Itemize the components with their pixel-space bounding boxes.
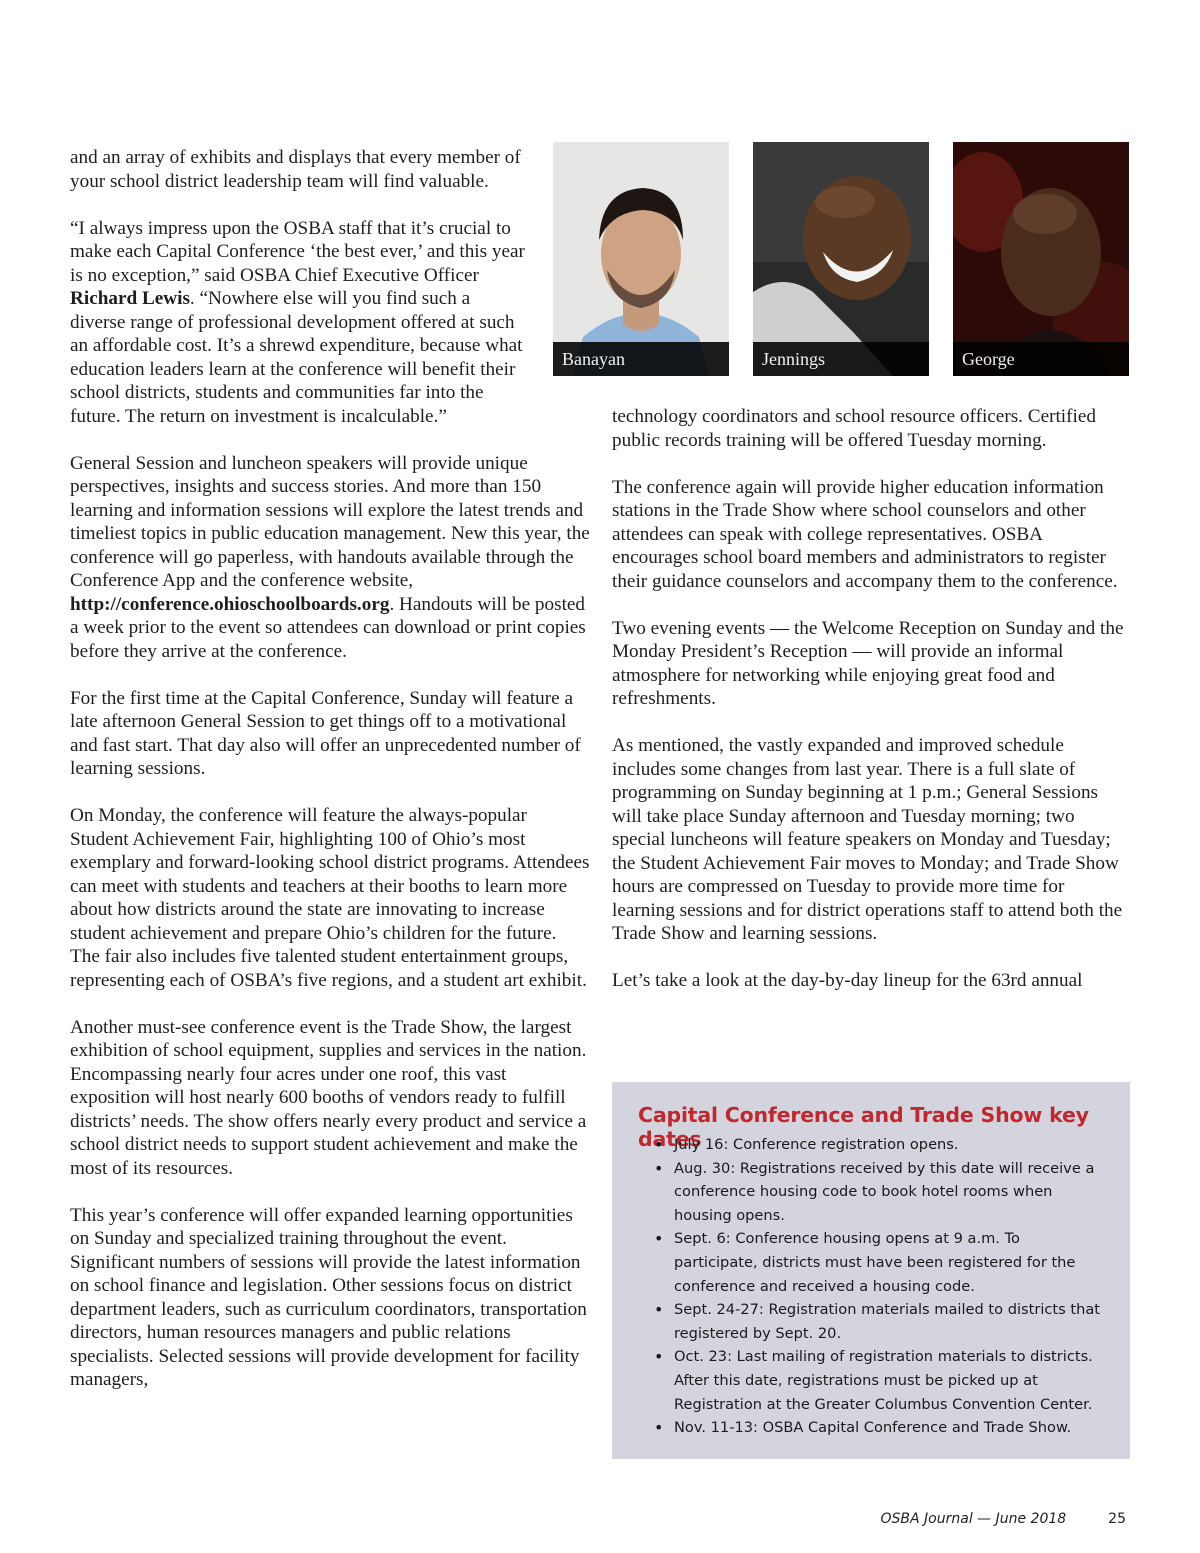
photo-caption: Banayan: [553, 342, 729, 376]
key-dates-list: [654, 1133, 1104, 1440]
key-dates-sidebar: [612, 1082, 1130, 1459]
paragraph: and an array of exhibits and displays that every member of your school district leadership team will find valuable.: [70, 147, 521, 192]
paragraph: The conference again will provide higher education information stations in the Trade Show where school counselors and other attendees can speak with college representatives. OSBA encourages school board members and administrators to register their guidance counselors and accompany them to the conference.: [612, 476, 1118, 592]
list-item: • Aug. 30: Registrations received by this date will receive a conference housing code to book hotel rooms when housing opens.: [654, 1157, 1104, 1228]
paragraph: [70, 452, 590, 664]
list-item: • Oct. 23: Last mailing of registration materials to districts. After this date, registrations must be picked up at Registration at the Greater Columbus Convention Center.: [654, 1345, 1104, 1416]
text: General Session and luncheon speakers will provide unique perspectives, insights and success stories. And more than 150 learning and information sessions will explore the latest trends and timeliest topics in public education management. New this year, the conference will go paperless, with handouts available through the Conference App and the conference website,: [70, 452, 590, 591]
right-column: [612, 405, 1132, 1016]
text: . “Nowhere else will you find such a diverse range of professional development offered at such an affordable cost. It’s a shrewd expenditure, because what education leaders learn at the conference will benefit their school districts, students and communities far into the future. The return on investment is incalculable.”: [70, 288, 523, 427]
person-name: Richard Lewis: [70, 288, 190, 309]
page-number: 25: [1108, 1511, 1126, 1527]
list-item: • Nov. 11-13: OSBA Capital Conference and Trade Show.: [654, 1416, 1104, 1440]
paragraph: This year’s conference will offer expanded learning opportunities on Sunday and specialized training throughout the event. Significant numbers of sessions will provide the latest information on school finance and legislation. Other sessions focus on district department leaders, such as curriculum coordinators, transportation directors, human resources managers and public relations specialists. Selected sessions will provide development for facility managers,: [70, 1204, 587, 1390]
paragraph: technology coordinators and school resource officers. Certified public records training will be offered Tuesday morning.: [612, 406, 1096, 451]
paragraph: As mentioned, the vastly expanded and improved schedule includes some changes from last year. There is a full slate of programming on Sunday beginning at 1 p.m.; General Sessions will take place Sunday afternoon and Tuesday morning; two special luncheons will feature speakers on Monday and Tuesday; the Student Achievement Fair moves to Monday; and Trade Show hours are compressed on Tuesday to provide more time for learning sessions and for district operations staff to attend both the Trade Show and learning sessions.: [612, 735, 1123, 944]
photo-caption: Jennings: [753, 342, 929, 376]
left-column: [70, 146, 590, 1415]
paragraph: Let’s take a look at the day-by-day lineup for the 63rd annual: [612, 970, 1083, 991]
speaker-photo-george: [953, 142, 1129, 376]
paragraph: Two evening events — the Welcome Reception on Sunday and the Monday President’s Reception — will provide an informal atmosphere for networking while enjoying great food and refreshments.: [612, 617, 1124, 709]
paragraph: Another must-see conference event is the Trade Show, the largest exhibition of school equipment, supplies and services in the nation. Encompassing nearly four acres under one roof, this vast exposition will host nearly 600 booths of vendors ready to fulfill districts’ needs. The show offers nearly every product and service a school district needs to support student achievement and make the most of its resources.: [70, 1016, 587, 1179]
speaker-photo-jennings: [753, 142, 929, 376]
website-link[interactable]: http://conference.ohioschoolboards.org: [70, 593, 390, 615]
portrait-george-image: [953, 142, 1129, 376]
journal-issue: OSBA Journal — June 2018: [880, 1511, 1067, 1527]
paragraph: For the first time at the Capital Conference, Sunday will feature a late afternoon General Session to get things off to a motivational and fast start. That day also will offer an unprecedented number of learning sessions.: [70, 687, 581, 779]
speaker-photo-banayan: [553, 142, 729, 376]
photo-caption: George: [953, 342, 1129, 376]
page-footer: [881, 1511, 1127, 1527]
list-item: • Sept. 24-27: Registration materials mailed to districts that registered by Sept. 20.: [654, 1298, 1104, 1345]
portrait-jennings-image: [753, 142, 929, 376]
list-item: • Sept. 6: Conference housing opens at 9 a.m. To participate, districts must have been registered for the conference and received a housing code.: [654, 1227, 1104, 1298]
text: “I always impress upon the OSBA staff that it’s crucial to make each Capital Conference ‘the best ever,’ and this year is no exception,” said OSBA Chief Executive Officer: [70, 217, 525, 286]
list-item: • July 16: Conference registration opens.: [654, 1133, 1104, 1157]
portrait-banayan-image: [553, 142, 729, 376]
paragraph: [70, 217, 530, 429]
sidebar-title: Capital Conference and Trade Show key dates: [638, 1103, 1089, 1151]
paragraph: On Monday, the conference will feature the always-popular Student Achievement Fair, highlighting 100 of Ohio’s most exemplary and forward-looking school district programs. Attendees can meet with students and teachers at their booths to learn more about how districts around the state are innovating to increase student achievement and prepare Ohio’s children for the future. The fair also includes five talented student entertainment groups, representing each of OSBA’s five regions, and a student art exhibit.: [70, 805, 590, 991]
text: . Handouts will be posted a week prior to the event so attendees can download or print copies before they arrive at the conference.: [70, 593, 586, 662]
